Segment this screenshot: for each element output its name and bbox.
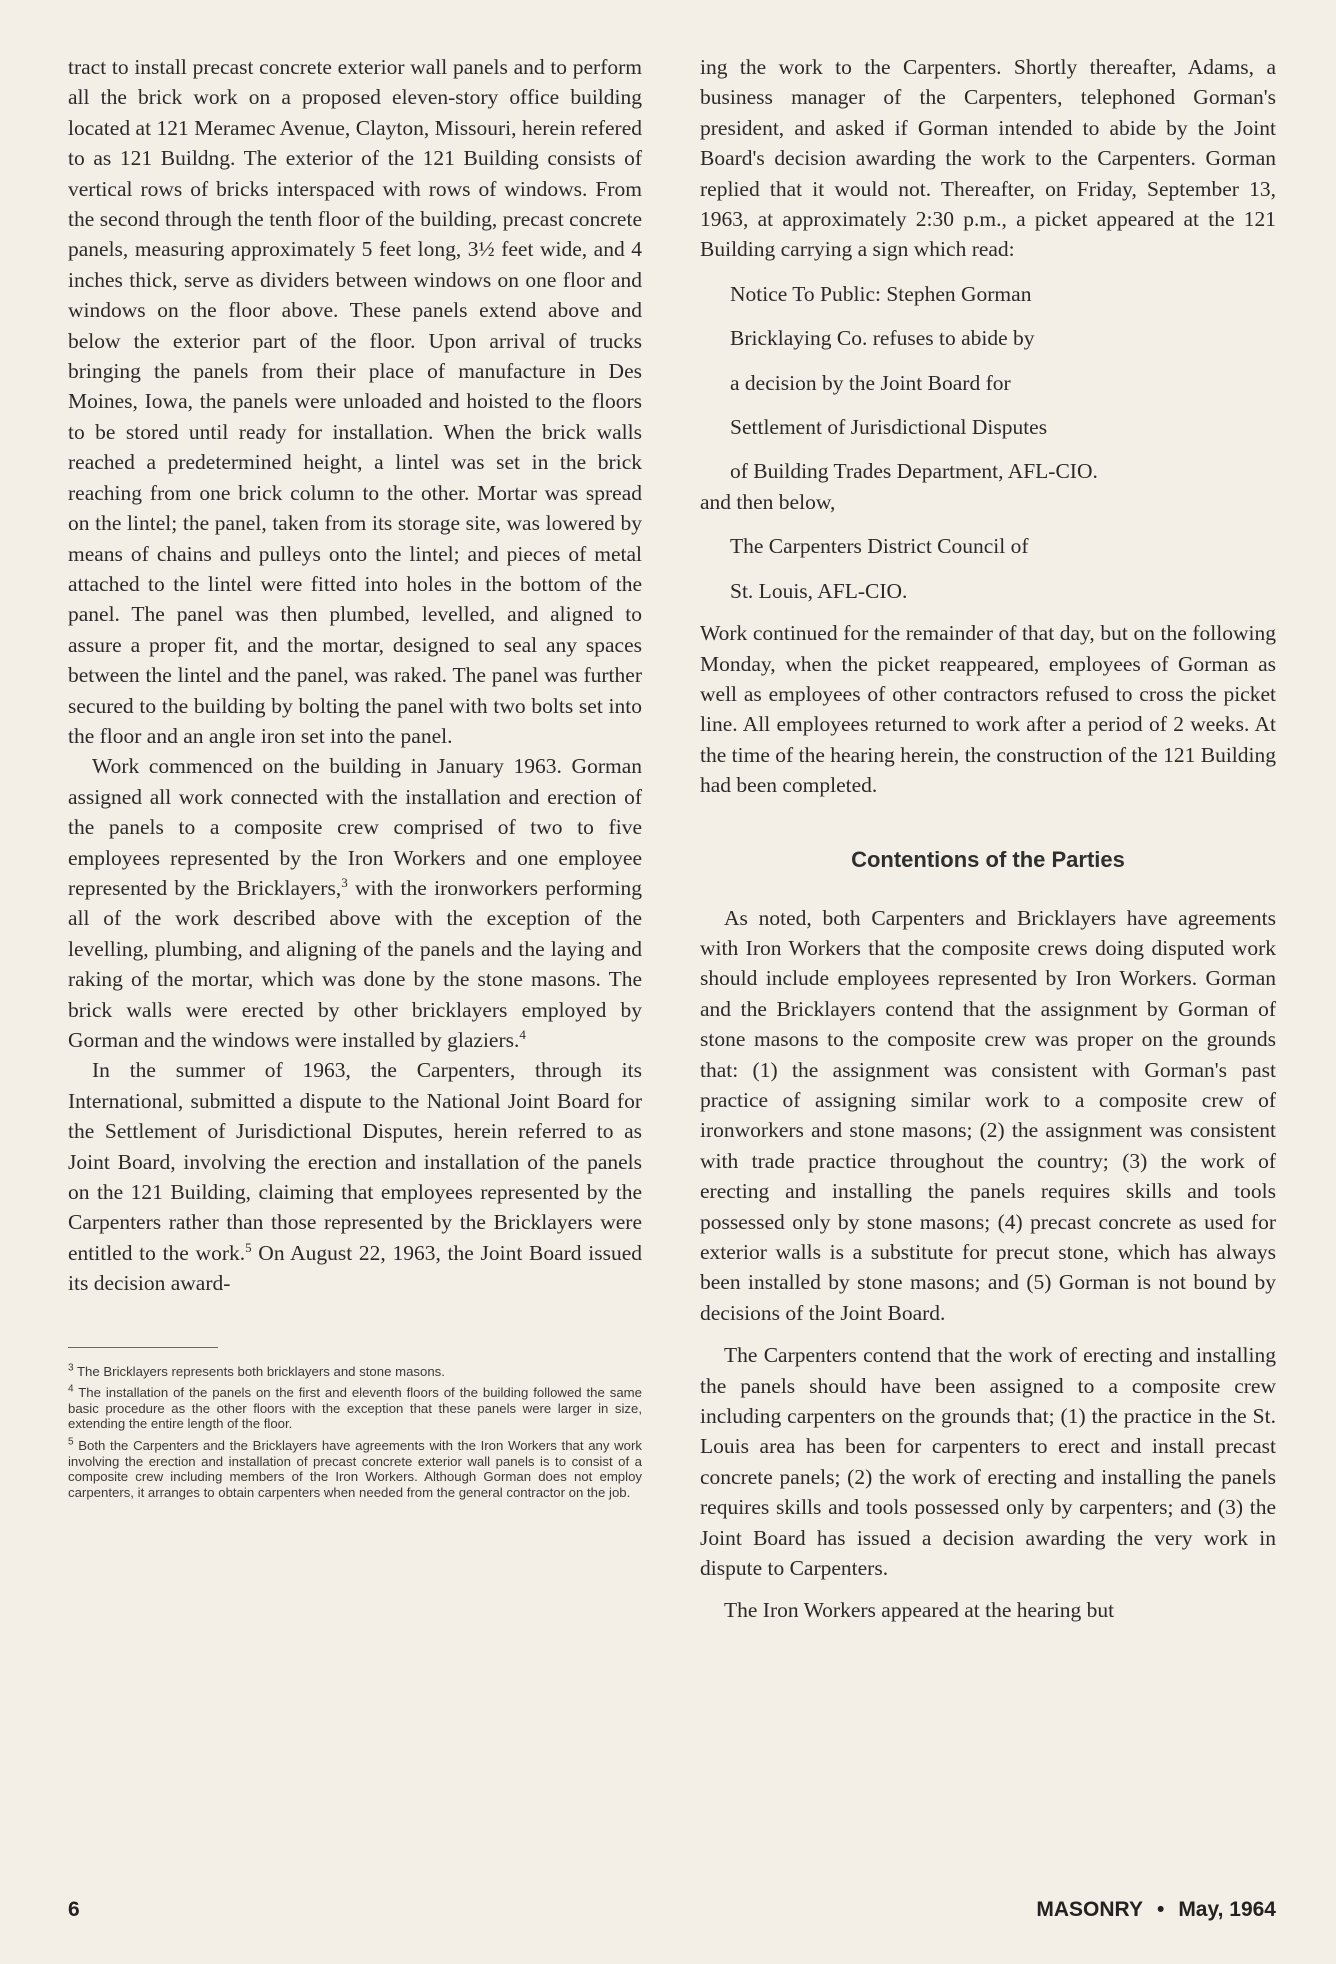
page-number: 6 xyxy=(68,1898,80,1921)
footnote-number: 3 xyxy=(68,1362,74,1374)
footnote-ref: 3 xyxy=(341,874,348,890)
sign-line: The Carpenters District Council of xyxy=(730,534,1029,559)
magazine-name: MASONRY xyxy=(1036,1898,1143,1921)
footnote-ref: 4 xyxy=(519,1026,526,1042)
paragraph xyxy=(68,751,642,1055)
sign-line: Bricklaying Co. refuses to abide by xyxy=(730,326,1035,351)
footnote-number: 4 xyxy=(68,1383,74,1395)
sign-line: St. Louis, AFL-CIO. xyxy=(730,578,908,603)
paragraph-text: On August 22, 1963, the Joint Board issued its decision award- xyxy=(68,1240,642,1296)
section-heading: Contentions of the Parties xyxy=(851,846,1125,872)
footnote xyxy=(68,1364,642,1380)
footnote-text: The Bricklayers represents both bricklayers and stone masons. xyxy=(73,1363,445,1379)
paragraph: The Iron Workers appeared at the hearing but xyxy=(724,1598,1115,1623)
paragraph: ing the work to the Carpenters. Shortly thereafter, Adams, a business manager of the Carpenters, telephoned Gorman's president, and asked if Gorman intended to abide by the Joint Board's decision awarding the work to the Carpenters. Gorman replied that it would not. Thereafter, on Friday, September 13, 1963, at approximately 2:30 p.m., a picket appeared at the 121 Building carrying a sign which read: xyxy=(700,55,1276,262)
masthead xyxy=(1036,1898,1276,1922)
paragraph: Work continued for the remainder of that day, but on the following Monday, when the picket reappeared, employees of Gorman as well as employees of other contractors refused to cross the picket line. All employees returned to work after a period of 2 weeks. At the time of the hearing herein, the construction of the 121 Building had been completed. xyxy=(700,621,1276,798)
footnote-number: 5 xyxy=(68,1436,74,1448)
paragraph: As noted, both Carpenters and Bricklayers have agreements with Iron Workers that the composite crews doing disputed work should include employees represented by Iron Workers. Gorman and the Bricklayers contend that the assignment by Gorman of stone masons to the composite crew was proper on the grounds that: (1) the assignment was consistent with Gorman's past practice of assigning similar work to a composite crew of ironworkers and stone masons; (2) the assignment was consistent with trade practice throughout the country; (3) the work of erecting and installing the panels requires skills and tools possessed only by stone masons; (4) precast concrete as used for exterior walls is a substitute for precut stone, which has always been installed by stone masons; and (5) Gorman is not bound by decisions of the Joint Board. xyxy=(700,905,1276,1325)
sign-connector: and then below, xyxy=(700,489,836,514)
footnote-divider xyxy=(68,1347,218,1348)
footnote xyxy=(68,1438,642,1500)
footnote-ref: 5 xyxy=(245,1239,252,1255)
paragraph-text: Work commenced on the building in January 1963. Gorman assigned all work connected with the installation and erection of the panels to a composite crew comprised of two to five employees represented by the Iron Workers and one employee represented by the Bricklayers, xyxy=(68,754,642,900)
paragraph: tract to install precast concrete exterior wall panels and to perform all the brick work on a proposed eleven-story office building located at 121 Meramec Avenue, Clayton, Missouri, herein refered to as 121 Buildng. The exterior of the 121 Building consists of vertical rows of bricks interspaced with rows of windows. From the second through the tenth floor of the building, precast concrete panels, measuring approximately 5 feet long, 3½ feet wide, and 4 inches thick, serve as dividers between windows on one floor and windows on the floor above. These panels extend above and below the exterior part of the floor. Upon arrival of trucks bringing the panels from their place of manufacture in Des Moines, Iowa, the panels were unloaded and hoisted to the floors to be stored until ready for installation. When the brick walls reached a predetermined height, a lintel was set in the brick reaching from one brick column to the other. Mortar was spread on the lintel; the panel, taken from its storage site, was lowered by means of chains and pulleys onto the lintel; and pieces of metal attached to the lintel were fitted into holes in the bottom of the panel. The panel was then plumbed, levelled, and aligned to assure a proper fit, and the mortar, designed to seal any spaces between the lintel and the panel, was raked. The panel was further secured to the building by bolting the panel with two bolts set into the floor and an angle iron set into the panel. xyxy=(68,55,642,748)
paragraph-text: In the summer of 1963, the Carpenters, through its International, submitted a dispute to the National Joint Board for the Settlement of Jurisdictional Disputes, herein referred to as Joint Board, involving the erection and installation of the panels on the 121 Building, claiming that employees represented by the Carpenters rather than those represented by the Bricklayers were entitled to the work. xyxy=(68,1058,642,1265)
footnote xyxy=(68,1385,642,1432)
page-footer xyxy=(68,1898,1276,1928)
footnote-text: The installation of the panels on the first and eleventh floors of the building followed the same basic procedure as the other floors with the exception that these panels were larger in size, extending the entire length of the floor. xyxy=(68,1385,642,1432)
right-column xyxy=(700,52,1276,1626)
paragraph-text: with the ironworkers performing all of the work described above with the exception of the levelling, plumbing, and aligning of the panels and the laying and raking of the mortar, which was done by the stone masons. The brick walls were erected by other bricklayers employed by Gorman and the windows were installed by glaziers. xyxy=(68,875,642,1052)
bullet-separator: • xyxy=(1156,1898,1165,1921)
sign-line: of Building Trades Department, AFL-CIO. xyxy=(730,459,1098,484)
sign-line: Settlement of Jurisdictional Disputes xyxy=(730,415,1048,440)
sign-line: Notice To Public: Stephen Gorman xyxy=(730,281,1032,306)
paragraph xyxy=(68,1055,642,1298)
issue-date: May, 1964 xyxy=(1178,1898,1276,1921)
paragraph: The Carpenters contend that the work of erecting and installing the panels should have been assigned to a composite crew including carpenters on the grounds that; (1) the practice in the St. Louis area has been for carpenters to erect and install precast concrete panels; (2) the work of erecting and installing the panels requires skills and tools possessed only by carpenters; and (3) the Joint Board has issued a decision awarding the very work in dispute to Carpenters. xyxy=(700,1343,1276,1581)
footnote-text: Both the Carpenters and the Bricklayers have agreements with the Iron Workers that any work involving the erection and installation of precast concrete exterior wall panels is to consist of a composite crew including members of the Iron Workers. Although Gorman does not employ carpenters, it arranges to obtain carpenters when needed from the general contractor on the job. xyxy=(68,1438,642,1500)
left-column xyxy=(68,52,642,1506)
sign-line: a decision by the Joint Board for xyxy=(730,370,1011,395)
